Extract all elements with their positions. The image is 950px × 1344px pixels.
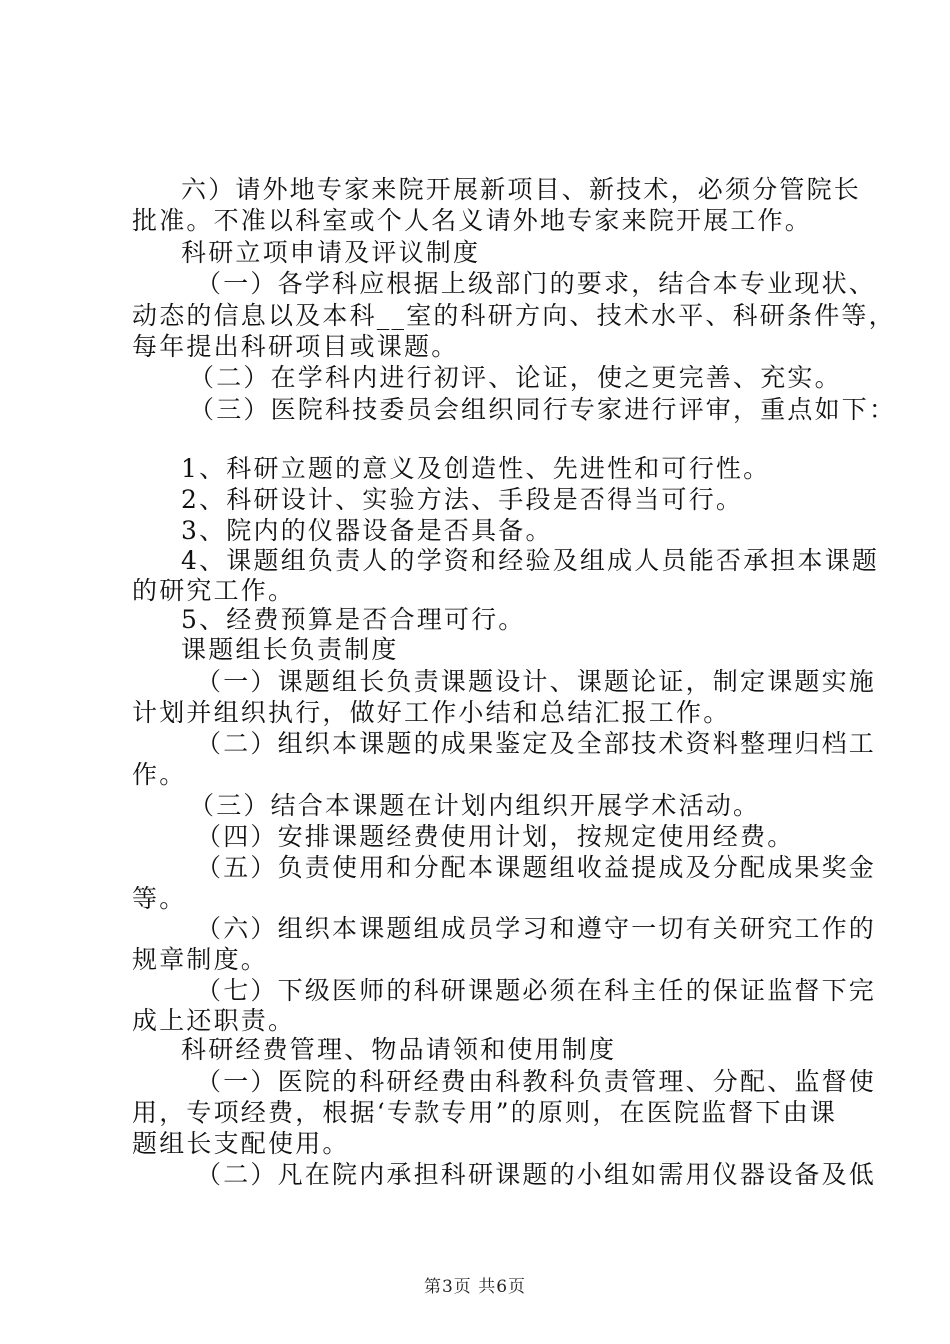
paragraph-line: （二）组织本课题的成果鉴定及全部技术资料整理归档工	[196, 729, 877, 758]
paragraph-line: （一）各学科应根据上级部门的要求，结合本专业现状、	[196, 269, 877, 298]
paragraph-line: 等。	[132, 884, 187, 913]
paragraph-line: 作。	[132, 760, 187, 789]
paragraph-line: 每年提出科研项目或课题。	[132, 332, 459, 361]
paragraph-line: 批准。不准以科室或个人名义请外地专家来院开展工作。	[132, 206, 813, 235]
paragraph-line: （六）组织本课题组成员学习和遵守一切有关研究工作的	[196, 914, 877, 943]
page-number-footer: 第3页 共6页	[423, 1277, 527, 1297]
list-item: 3、院内的仪器设备是否具备。	[181, 516, 553, 545]
list-item: 4、课题组负责人的学资和经验及组成人员能否承担本课题	[181, 546, 880, 575]
paragraph-line: （三）结合本课题在计划内组织开展学术活动。	[189, 791, 761, 820]
paragraph-line: （四）安排课题经费使用计划，按规定使用经费。	[196, 822, 795, 851]
paragraph-line: （一）医院的科研经费由科教科负责管理、分配、监督使	[196, 1067, 877, 1096]
paragraph-line: 题组长支配使用。	[132, 1129, 350, 1158]
section-heading: 科研立项申请及评议制度	[181, 238, 481, 267]
list-item: 2、科研设计、实验方法、手段是否得当可行。	[181, 485, 744, 514]
section-heading: 科研经费管理、物品请领和使用制度	[181, 1035, 617, 1064]
section-heading: 课题组长负责制度	[181, 635, 399, 664]
paragraph-line: 用，专项经费，根据‘专款专用”的原则，在医院监督下由课	[132, 1098, 838, 1127]
list-item: 5、经费预算是否合理可行。	[181, 605, 526, 634]
paragraph-line: 成上还职责。	[132, 1006, 296, 1035]
list-item: 的研究工作。	[132, 576, 296, 605]
paragraph-line: （五）负责使用和分配本课题组收益提成及分配成果奖金	[196, 853, 877, 882]
paragraph-line: （二）在学科内进行初评、论证，使之更完善、充实。	[189, 363, 842, 392]
paragraph-line: （二）凡在院内承担科研课题的小组如需用仪器设备及低	[196, 1160, 877, 1189]
list-item: 1、科研立题的意义及创造性、先进性和可行性。	[181, 454, 771, 483]
paragraph-line: 动态的信息以及本科__室的科研方向、技术水平、科研条件等，	[132, 301, 896, 330]
paragraph-line: （三）医院科技委员会组织同行专家进行评审，重点如下：	[189, 395, 897, 424]
paragraph-line: 六）请外地专家来院开展新项目、新技术，必须分管院长	[181, 175, 862, 204]
paragraph-line: （七）下级医师的科研课题必须在科主任的保证监督下完	[196, 976, 877, 1005]
paragraph-line: 规章制度。	[132, 945, 269, 974]
paragraph-line: 计划并组织执行，做好工作小结和总结汇报工作。	[132, 698, 731, 727]
paragraph-line: （一）课题组长负责课题设计、课题论证，制定课题实施	[196, 667, 877, 696]
